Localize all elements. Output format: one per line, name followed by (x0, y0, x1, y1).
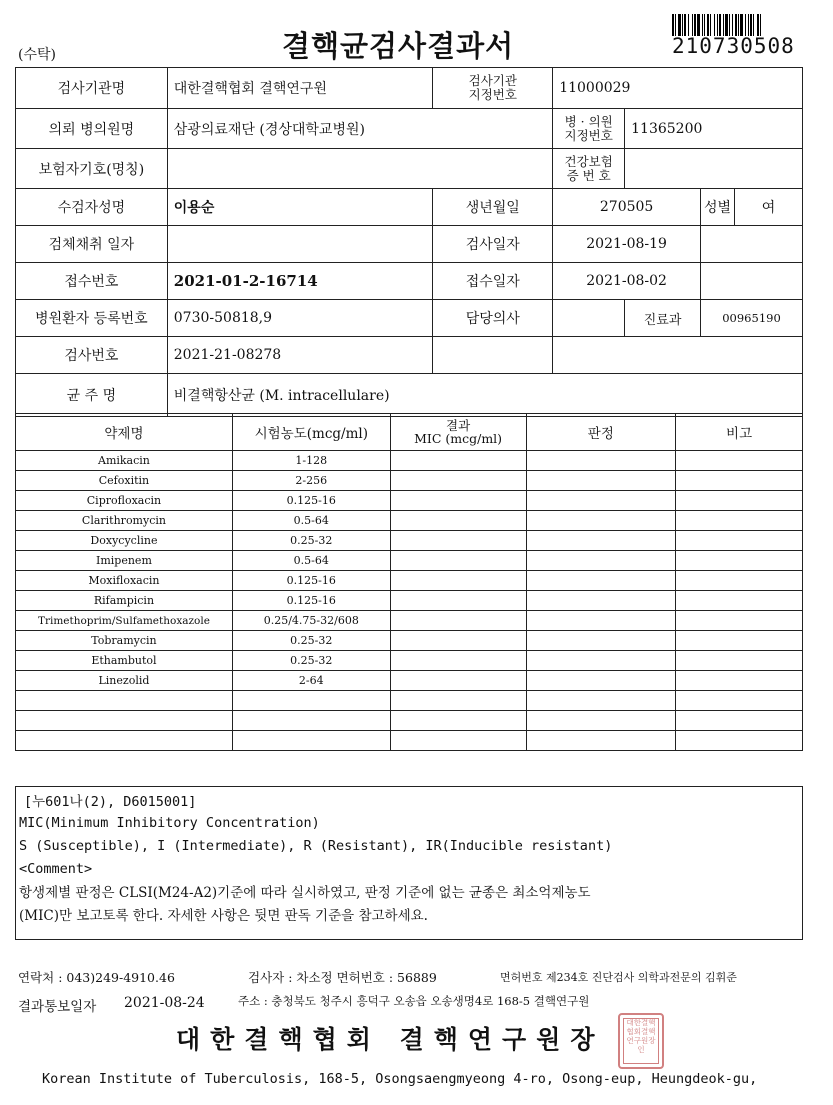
drug-cell-drug: Linezolid (16, 671, 233, 691)
insurer-label: 보험자기호(명칭) (16, 149, 168, 189)
drug-cell-interp (526, 591, 676, 611)
drug-cell-interp (526, 531, 676, 551)
drug-cell-note (676, 591, 803, 611)
drug-cell-interp (526, 631, 676, 651)
drug-row (16, 611, 803, 631)
registration-number-label: 병원환자 등록번호 (16, 300, 168, 337)
drug-cell-note (676, 491, 803, 511)
drug-cell-mic (390, 571, 526, 591)
drug-cell-range: 0.25-32 (232, 531, 390, 551)
patient-name-label: 수검자성명 (16, 189, 168, 226)
organism-label: 균 주 명 (16, 374, 168, 417)
drug-cell-range: 0.125-16 (232, 591, 390, 611)
patient-name-value: 이용순 (167, 189, 433, 226)
drug-cell-mic (390, 551, 526, 571)
test-number-blank-1 (433, 337, 553, 374)
comment-heading: <Comment> (19, 861, 93, 877)
drug-cell-interp (526, 611, 676, 631)
department-label: 진료과 (625, 300, 701, 337)
official-seal (618, 1013, 664, 1069)
organism-value: 비결핵항산균 (M. intracellulare) (167, 374, 802, 417)
collection-date-label: 검체채취 일자 (16, 226, 168, 263)
english-address: Korean Institute of Tuberculosis, 168-5, Osongsaengmyeong 4-ro, Osong-eup, Heungdeok-gu, (42, 1071, 758, 1087)
drug-cell-drug: Amikacin (16, 451, 233, 471)
drug-cell-drug: Clarithromycin (16, 511, 233, 531)
drug-cell-mic (390, 691, 526, 711)
drug-cell-note (676, 471, 803, 491)
address-line: 주소 : 충청북도 청주시 흥덕구 오송읍 오송생명4로 168-5 결핵연구원 (238, 994, 590, 1008)
drug-cell-mic (390, 631, 526, 651)
drug-row (16, 531, 803, 551)
sex-label: 성별 (701, 189, 735, 226)
test-number-value: 2021-21-08278 (167, 337, 433, 374)
drug-cell-note (676, 671, 803, 691)
comment-box (15, 786, 803, 940)
drug-cell-note (676, 711, 803, 731)
drug-row (16, 451, 803, 471)
drug-cell-drug: Ciprofloxacin (16, 491, 233, 511)
registration-number-value: 0730-50818,9 (167, 300, 433, 337)
barcode-number: 210730508 (672, 34, 795, 58)
drug-row (16, 671, 803, 691)
drug-cell-range: 0.5-64 (232, 511, 390, 531)
drug-cell-drug (16, 731, 233, 751)
drug-cell-note (676, 691, 803, 711)
test-number-label: 검사번호 (16, 337, 168, 374)
drug-cell-interp (526, 671, 676, 691)
drug-cell-mic (390, 531, 526, 551)
drug-row (16, 731, 803, 751)
dob-label: 생년월일 (433, 189, 553, 226)
drug-cell-interp (526, 551, 676, 571)
drug-cell-range: 0.25-32 (232, 631, 390, 651)
drug-cell-range: 0.25/4.75-32/608 (232, 611, 390, 631)
drug-cell-range: 0.125-16 (232, 571, 390, 591)
doctor-label: 담당의사 (433, 300, 553, 337)
drug-cell-range: 1-128 (232, 451, 390, 471)
drug-cell-note (676, 571, 803, 591)
drug-cell-range: 0.25-32 (232, 651, 390, 671)
drug-cell-note (676, 551, 803, 571)
institution-label: 검사기관명 (16, 68, 168, 109)
drug-row (16, 711, 803, 731)
drug-cell-mic (390, 591, 526, 611)
comment-text-1: 항생제별 판정은 CLSI(M24-A2)기준에 따라 실시하였고, 판정 기준에 없는 균종은 최소억제농도 (19, 885, 591, 901)
official-seal-text: 대한결핵협회결핵연구원장인 (626, 1018, 656, 1054)
drug-cell-drug (16, 711, 233, 731)
drug-cell-range: 0.125-16 (232, 491, 390, 511)
header-drug: 약제명 (16, 414, 233, 451)
drug-cell-note (676, 451, 803, 471)
report-date-label: 결과통보일자 (18, 999, 97, 1015)
drug-cell-drug: Moxifloxacin (16, 571, 233, 591)
drug-row (16, 551, 803, 571)
drug-cell-range: 2-64 (232, 671, 390, 691)
drug-cell-interp (526, 691, 676, 711)
drug-cell-note (676, 631, 803, 651)
receipt-number-value: 2021-01-2-16714 (167, 263, 433, 300)
drug-cell-range (232, 711, 390, 731)
contact-line: 연락처 : 043)249-4910.46 (18, 970, 175, 985)
receipt-date-blank (701, 263, 803, 300)
drug-cell-mic (390, 671, 526, 691)
drug-cell-mic (390, 451, 526, 471)
drug-cell-interp (526, 711, 676, 731)
receipt-date-value: 2021-08-02 (553, 263, 701, 300)
header-range: 시험농도(mcg/ml) (232, 414, 390, 451)
drug-cell-range: 2-256 (232, 471, 390, 491)
institution-value: 대한결핵협회 결핵연구원 (167, 68, 433, 109)
drug-cell-mic (390, 731, 526, 751)
drug-cell-mic (390, 511, 526, 531)
test-date-blank (701, 226, 803, 263)
drug-cell-interp (526, 471, 676, 491)
drug-cell-interp (526, 511, 676, 531)
report-date-value: 2021-08-24 (124, 995, 205, 1011)
institution-code-value: 11000029 (553, 68, 803, 109)
drug-cell-interp (526, 491, 676, 511)
drug-cell-interp (526, 651, 676, 671)
doctor-value (553, 300, 625, 337)
drug-cell-range (232, 691, 390, 711)
comment-mic-line: MIC(Minimum Inhibitory Concentration) (19, 815, 320, 831)
institution-code-label: 검사기관 지정번호 (433, 68, 553, 109)
drug-cell-note (676, 731, 803, 751)
header-remarks: 비고 (676, 414, 803, 451)
test-number-blank-2 (553, 337, 803, 374)
test-date-label: 검사일자 (433, 226, 553, 263)
document-title: 결핵균검사결과서 (282, 29, 515, 63)
license-line: 면허번호 제234호 진단검사 의학과전문의 김휘준 (500, 971, 737, 984)
drug-row (16, 691, 803, 711)
drug-row (16, 591, 803, 611)
drug-row (16, 571, 803, 591)
drug-cell-note (676, 611, 803, 631)
drug-cell-interp (526, 451, 676, 471)
drug-cell-range: 0.5-64 (232, 551, 390, 571)
drug-cell-interp (526, 731, 676, 751)
patient-info-table (15, 67, 803, 417)
hospital-value: 삼광의료재단 (경상대학교병원) (167, 109, 552, 149)
hospital-label: 의뢰 병의원명 (16, 109, 168, 149)
receipt-date-label: 접수일자 (433, 263, 553, 300)
hospital-code-value: 11365200 (625, 109, 803, 149)
drug-cell-drug: Imipenem (16, 551, 233, 571)
insurer-value (167, 149, 552, 189)
drug-cell-note (676, 531, 803, 551)
drug-table (15, 413, 803, 751)
examiner-line: 검사자 : 차소정 면허번호 : 56889 (248, 970, 437, 985)
drug-cell-mic (390, 651, 526, 671)
comment-code-line: [누601나(2), D6015001] (24, 794, 197, 810)
drug-row (16, 511, 803, 531)
drug-cell-interp (526, 571, 676, 591)
receipt-number-label: 접수번호 (16, 263, 168, 300)
corner-label: (수탁) (18, 47, 56, 63)
collection-date-value (167, 226, 433, 263)
drug-cell-mic (390, 491, 526, 511)
drug-cell-drug: Trimethoprim/Sulfamethoxazole (16, 611, 233, 631)
drug-cell-note (676, 651, 803, 671)
header-interpretation: 판정 (526, 414, 676, 451)
drug-cell-drug: Tobramycin (16, 631, 233, 651)
drug-cell-drug: Ethambutol (16, 651, 233, 671)
comment-text-2: (MIC)만 보고토록 한다. 자세한 사항은 뒷면 판독 기준을 참고하세요. (19, 908, 428, 924)
health-insurance-label: 건강보험 증 번 호 (553, 149, 625, 189)
drug-row (16, 631, 803, 651)
drug-cell-drug: Rifampicin (16, 591, 233, 611)
drug-row (16, 471, 803, 491)
header-result: 결과 MIC (mcg/ml) (390, 414, 526, 451)
drug-row (16, 651, 803, 671)
test-date-value: 2021-08-19 (553, 226, 701, 263)
drug-cell-drug: Cefoxitin (16, 471, 233, 491)
drug-cell-drug: Doxycycline (16, 531, 233, 551)
drug-cell-note (676, 511, 803, 531)
drug-cell-mic (390, 611, 526, 631)
institute-name: 대한결핵협회 결핵연구원장 (176, 1025, 605, 1054)
health-insurance-value (625, 149, 803, 189)
hospital-code-label: 병 · 의원 지정번호 (553, 109, 625, 149)
drug-row (16, 491, 803, 511)
drug-cell-range (232, 731, 390, 751)
drug-cell-drug (16, 691, 233, 711)
drug-cell-mic (390, 711, 526, 731)
comment-legend-line: S (Susceptible), I (Intermediate), R (Resistant), IR(Inducible resistant) (19, 838, 613, 854)
sex-value: 여 (735, 189, 803, 226)
department-value: 00965190 (701, 300, 803, 337)
dob-value: 270505 (553, 189, 701, 226)
drug-cell-mic (390, 471, 526, 491)
barcode (672, 14, 800, 36)
